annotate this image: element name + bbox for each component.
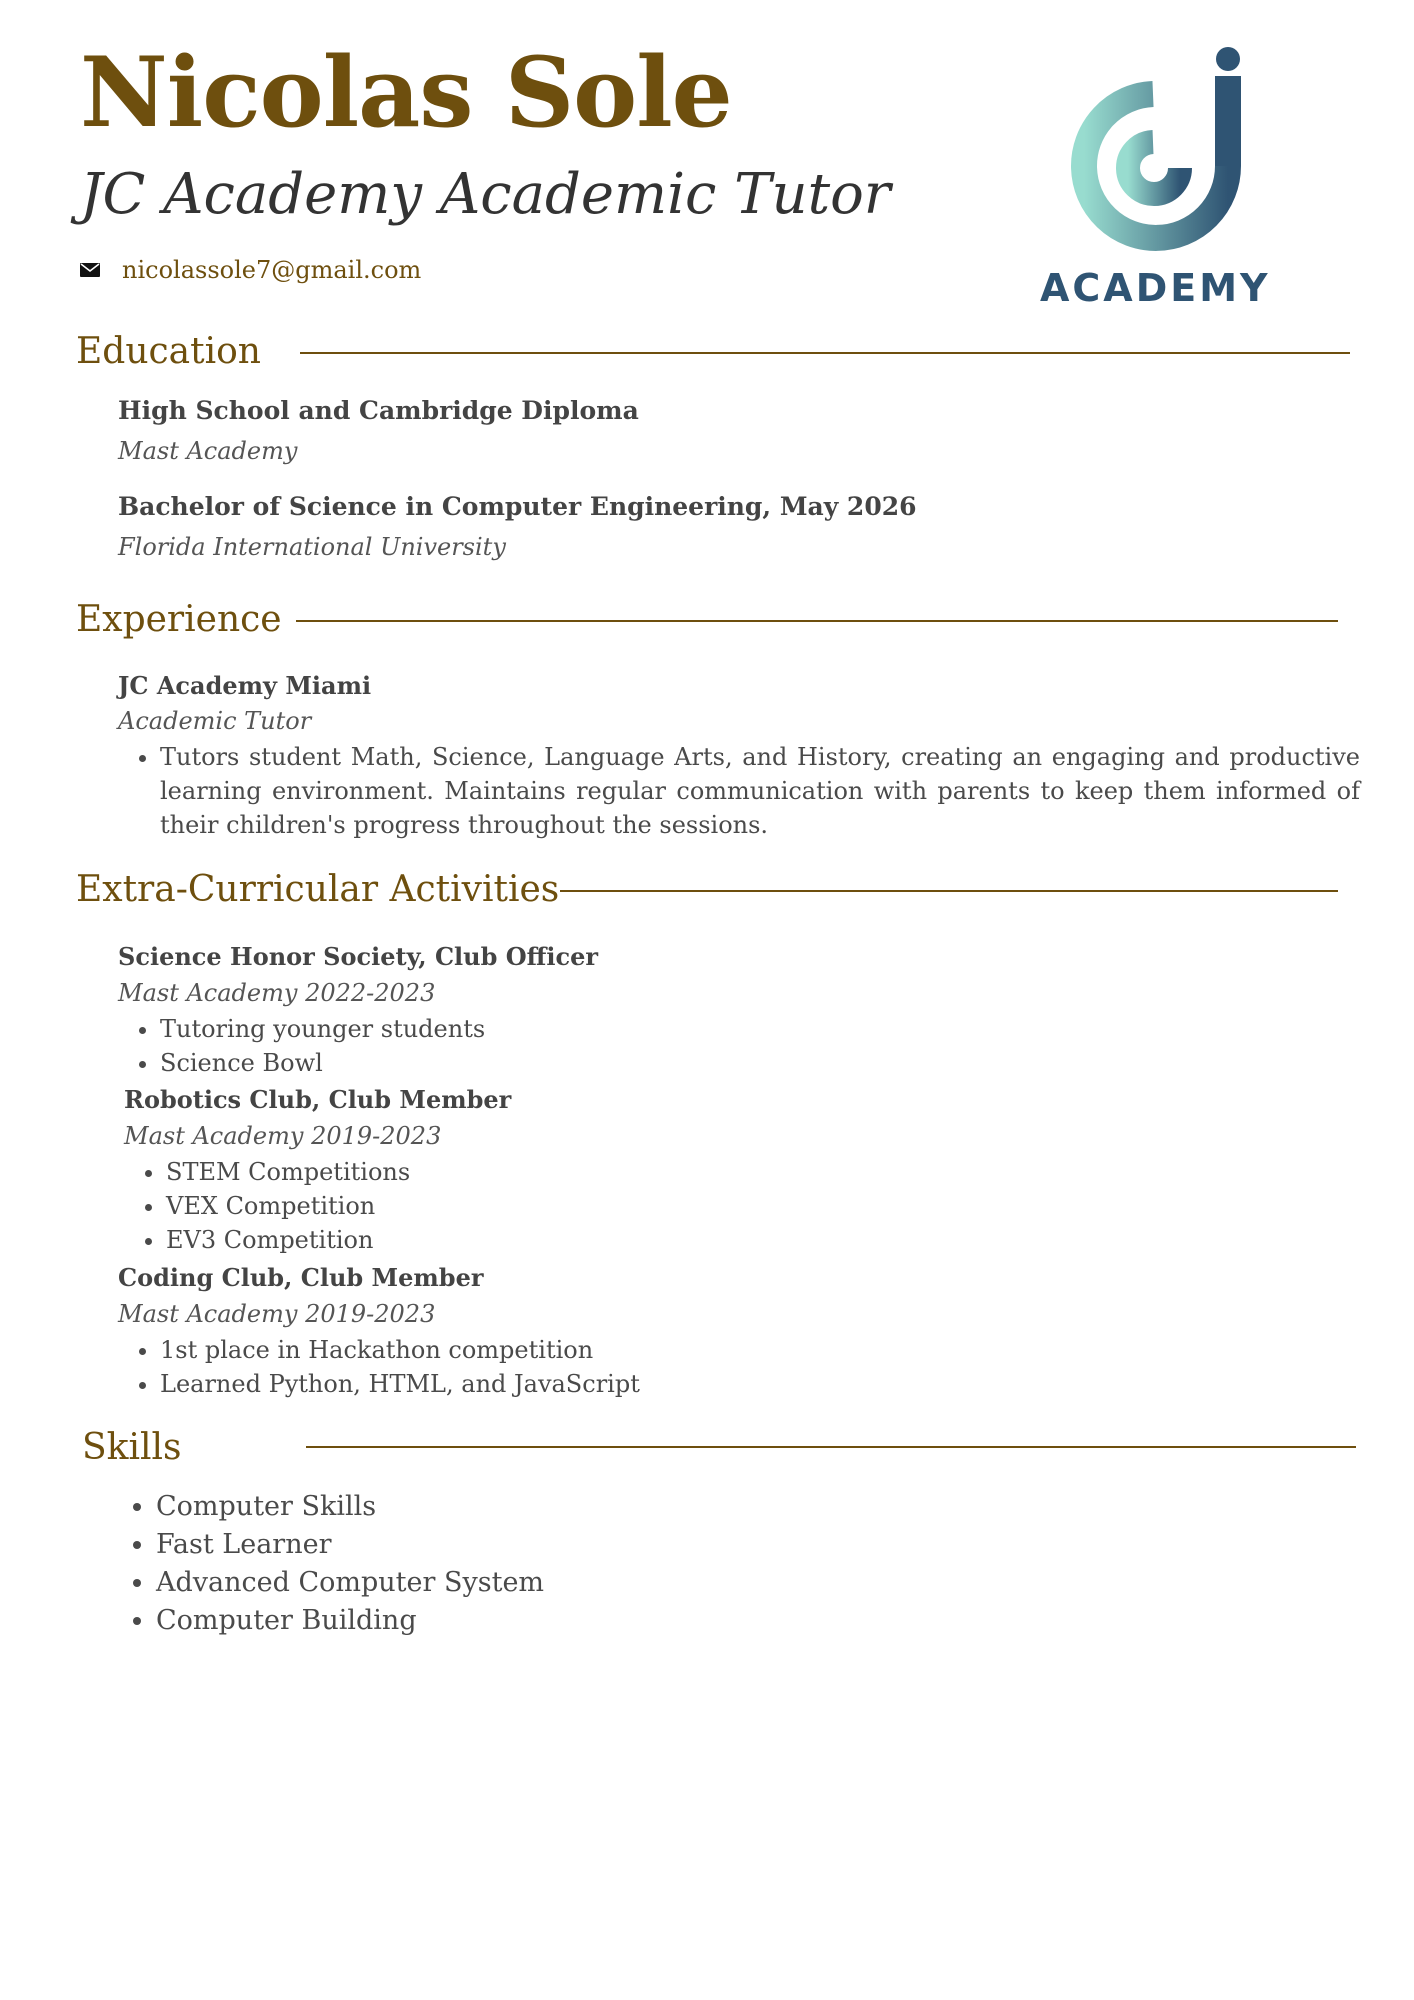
activity-title: Coding Club, Club Member <box>118 1263 484 1292</box>
activity-sub: Mast Academy 2019-2023 <box>118 1300 436 1328</box>
activity-bullets <box>118 1012 485 1080</box>
skill-item: • Computer Skills <box>156 1488 544 1526</box>
candidate-name: Nicolas Sole <box>80 36 732 149</box>
education-heading: Education <box>76 331 261 372</box>
activity-bullet: • EV3 Competition <box>166 1223 410 1257</box>
experience-divider <box>296 620 1338 622</box>
skills-list <box>114 1488 544 1640</box>
activity-bullet: • VEX Competition <box>166 1189 410 1223</box>
activities-divider <box>560 890 1338 892</box>
activity-bullet: • Tutoring younger students <box>160 1012 485 1046</box>
activity-bullet: • STEM Competitions <box>166 1155 410 1189</box>
education-divider <box>300 352 1350 354</box>
activity-title: Robotics Club, Club Member <box>124 1085 512 1114</box>
activity-bullets <box>118 1333 640 1401</box>
email-link[interactable]: nicolassole7@gmail.com <box>122 256 422 284</box>
email-row <box>80 254 421 286</box>
activity-sub: Mast Academy 2019-2023 <box>124 1122 442 1150</box>
education-item-title: Bachelor of Science in Computer Engineering, May 2026 <box>118 492 917 521</box>
activity-bullet: • Science Bowl <box>160 1046 485 1080</box>
activity-bullets <box>124 1155 410 1257</box>
jc-academy-logo <box>1040 46 1270 316</box>
experience-bullets <box>118 740 1360 842</box>
skills-heading: Skills <box>82 1427 182 1468</box>
skill-item: • Advanced Computer System <box>156 1564 544 1602</box>
experience-role: Academic Tutor <box>118 707 312 735</box>
activity-bullet: • 1st place in Hackathon competition <box>160 1333 640 1367</box>
experience-heading: Experience <box>76 599 282 640</box>
education-item-school: Florida International University <box>118 533 506 561</box>
skills-divider <box>306 1446 1356 1448</box>
job-title: JC Academy Academic Tutor <box>80 162 891 227</box>
activities-heading: Extra-Curricular Activities <box>76 869 560 910</box>
skill-item: • Fast Learner <box>156 1526 544 1564</box>
experience-company: JC Academy Miami <box>118 671 372 700</box>
envelope-icon <box>80 263 100 277</box>
skill-item: • Computer Building <box>156 1602 544 1640</box>
education-item-school: Mast Academy <box>118 437 298 465</box>
activity-sub: Mast Academy 2022-2023 <box>118 979 436 1007</box>
education-item-title: High School and Cambridge Diploma <box>118 396 639 425</box>
experience-bullet: • Tutors student Math, Science, Language Arts, and History, creating an engaging and productive learning environment. Maintains regular communication with parents to keep them informed of their children's progress throughout the sessions. <box>160 740 1360 842</box>
logo-wordmark: ACADEMY <box>1040 266 1271 310</box>
activity-title: Science Honor Society, Club Officer <box>118 942 598 971</box>
activity-bullet: • Learned Python, HTML, and JavaScript <box>160 1367 640 1401</box>
